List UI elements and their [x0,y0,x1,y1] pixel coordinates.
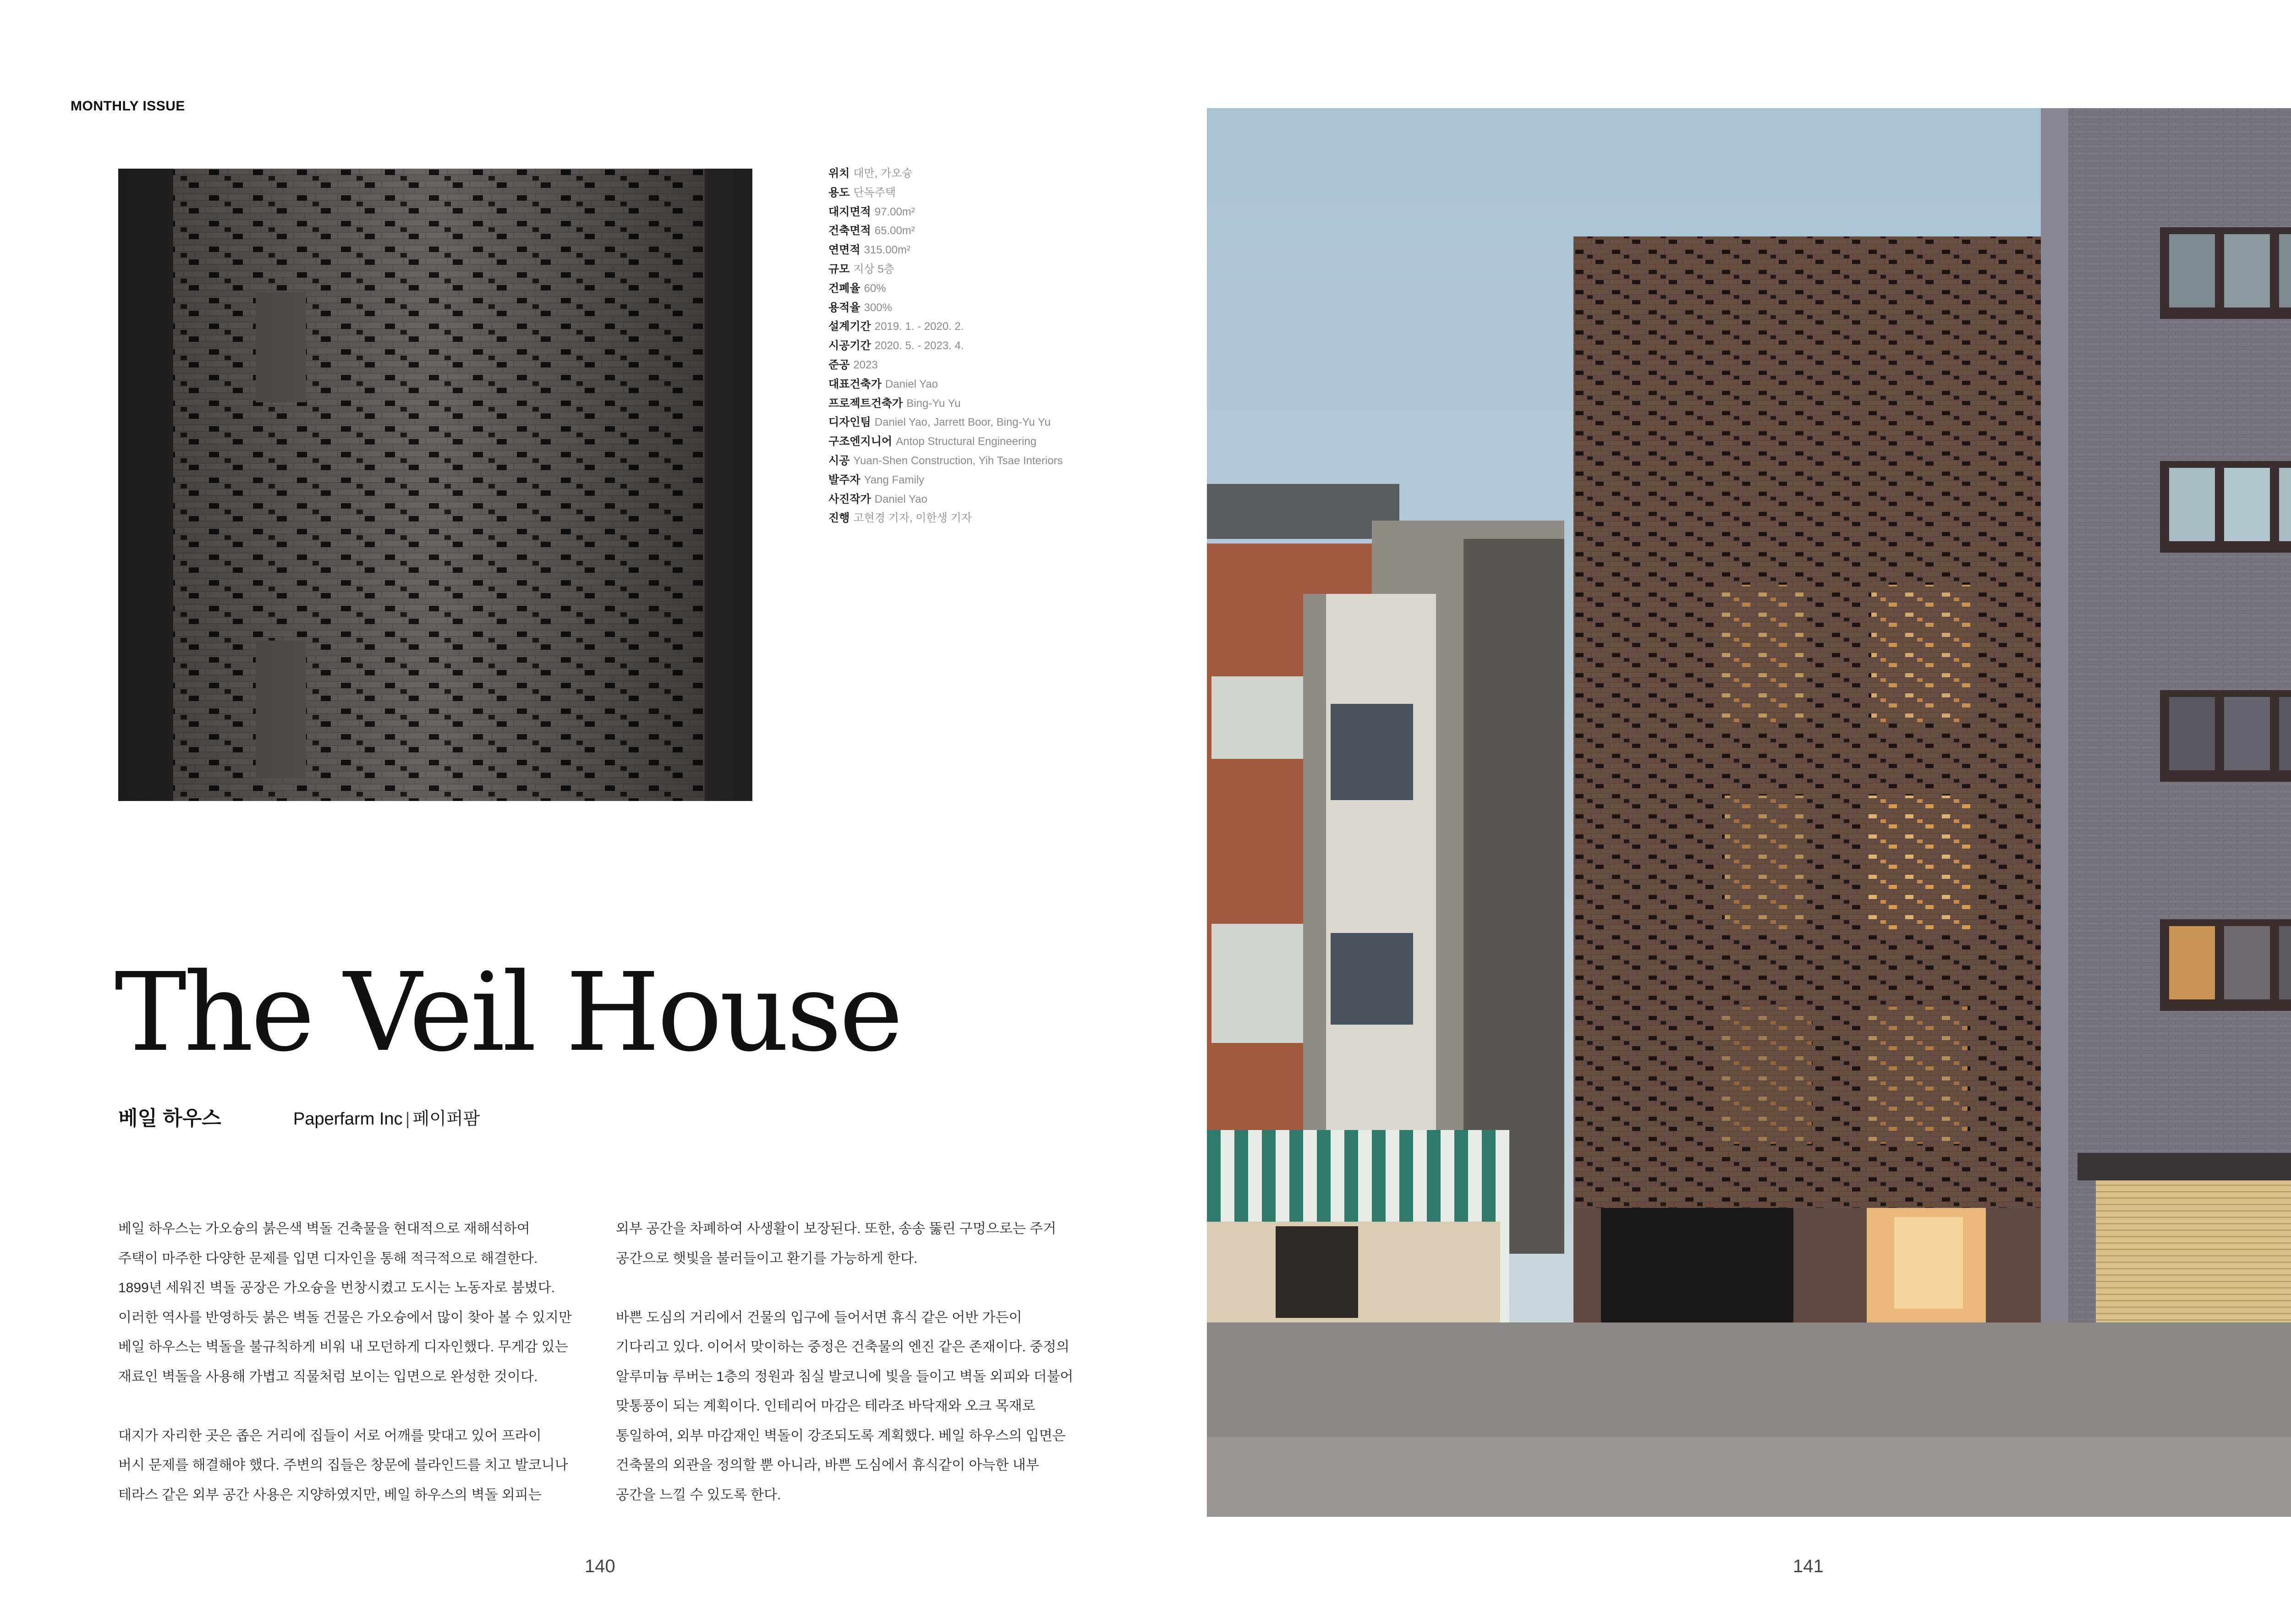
body-line: 맞통풍이 되는 계획이다. 인테리어 마감은 테라조 바닥재와 오크 목재로 [616,1399,1036,1414]
body-line: 알루미늄 루버는 1층의 정원과 침실 발코니에 빛을 들이고 벽돌 외피와 더불어 [616,1369,1074,1384]
building-main-photo [1207,108,2291,1517]
spec-gross-floor-area: 연면적 315.00m² [828,244,910,257]
body-line: 주택이 마주한 다양한 문제를 입면 디자인을 통해 적극적으로 해결한다. [118,1251,538,1266]
paragraph-gap [118,1392,622,1421]
spec-scale: 규모 지상 5층 [828,263,894,275]
body-line: 공간으로 햇빛을 불러들이고 환기를 가능하게 한다. [616,1251,918,1266]
facade-detail-photo [118,169,752,801]
body-line: 재료인 벽돌을 사용해 가볍고 직물처럼 보이는 입면으로 완성한 것이다. [118,1369,538,1384]
spec-structural-engineer: 구조엔지니어 Antop Structural Engineering [828,435,1036,448]
body-line: 베일 하우스는 가오슝의 붉은색 벽돌 건축물을 현대적으로 재해석하여 [118,1221,530,1236]
spec-client: 발주자 Yang Family [828,473,925,486]
body-line: 바쁜 도심의 거리에서 건물의 입구에 들어서면 휴식 같은 어반 가든이 [616,1310,1022,1325]
body-column-right [616,1214,1120,1510]
body-column-left [118,1214,622,1510]
article-subtitle-ko: 베일 하우스 [118,1107,221,1130]
body-line: 베일 하우스는 벽돌을 불규칙하게 비워 내 모던하게 디자인했다. 무게감 있는 [118,1339,568,1355]
paragraph-gap [616,1273,1120,1303]
spec-location: 위치 대만, 가오슝 [828,167,913,180]
page-number-right: 141 [1793,1556,1824,1576]
body-line: 이러한 역사를 반영하듯 붉은 벽돌 건물은 가오슝에서 많이 찾아 볼 수 있지만 [118,1310,572,1325]
spec-completion: 준공 2023 [828,358,878,371]
spec-principal-architect: 대표건축가 Daniel Yao [828,378,938,390]
spec-design-period: 설계기간 2019. 1. - 2020. 2. [828,320,964,333]
project-specs [828,164,1158,528]
spec-use: 용도 단독주택 [828,186,896,199]
body-line: 1899년 세워진 벽돌 공장은 가오슝을 번창시켰고 도시는 노동자로 붐볐다. [118,1280,555,1295]
spec-photographer: 사진작가 Daniel Yao [828,493,927,505]
body-line: 기다리고 있다. 이어서 맞이하는 중정은 건축물의 엔진 같은 존재이다. 중정의 [616,1339,1070,1355]
spec-building-area: 건축면적 65.00m² [828,225,915,237]
body-line: 건축물의 외관을 정의할 뿐 아니라, 바쁜 도심에서 휴식같이 아늑한 내부 [616,1458,1039,1473]
spec-editors: 진행 고현경 기자, 이한생 기자 [828,512,972,525]
architect-credit [293,1104,480,1130]
spec-contractor: 시공 Yuan-Shen Construction, Yih Tsae Interiors [828,454,1063,467]
architect-name: Paperfarm Inc [293,1109,403,1129]
spec-floor-area-ratio: 용적율 300% [828,301,892,314]
body-line: 테라스 같은 외부 공간 사용은 지양하였지만, 베일 하우스의 벽돌 외피는 [118,1487,542,1503]
body-line: 통일하여, 외부 마감재인 벽돌이 강조되도록 계획했다. 베일 하우스의 입면은 [616,1428,1066,1443]
body-line: 외부 공간을 차폐하여 사생활이 보장된다. 또한, 송송 뚫린 구멍으로는 주거 [616,1221,1057,1236]
spec-site-area: 대지면적 97.00m² [828,205,915,218]
spec-design-team: 디자인팀 Daniel Yao, Jarrett Boor, Bing-Yu Yu [828,416,1051,429]
page-number-left: 140 [585,1556,615,1576]
section-label: MONTHLY ISSUE [71,99,185,114]
spec-construction-period: 시공기간 2020. 5. - 2023. 4. [828,340,964,352]
article-title: The Veil House [115,949,901,1075]
spec-project-architect: 프로젝트건축가 Bing-Yu Yu [828,397,961,410]
architect-name-ko: 페이퍼팜 [412,1109,480,1129]
body-line: 버시 문제를 해결해야 했다. 주변의 집들은 창문에 블라인드를 치고 발코니나 [118,1458,568,1473]
spec-coverage-ratio: 건폐율 60% [828,282,886,295]
architect-separator: | [405,1109,410,1129]
body-line: 대지가 자리한 곳은 좁은 거리에 집들이 서로 어깨를 맞대고 있어 프라이 [118,1428,542,1443]
body-line: 공간을 느낄 수 있도록 한다. [616,1487,781,1503]
